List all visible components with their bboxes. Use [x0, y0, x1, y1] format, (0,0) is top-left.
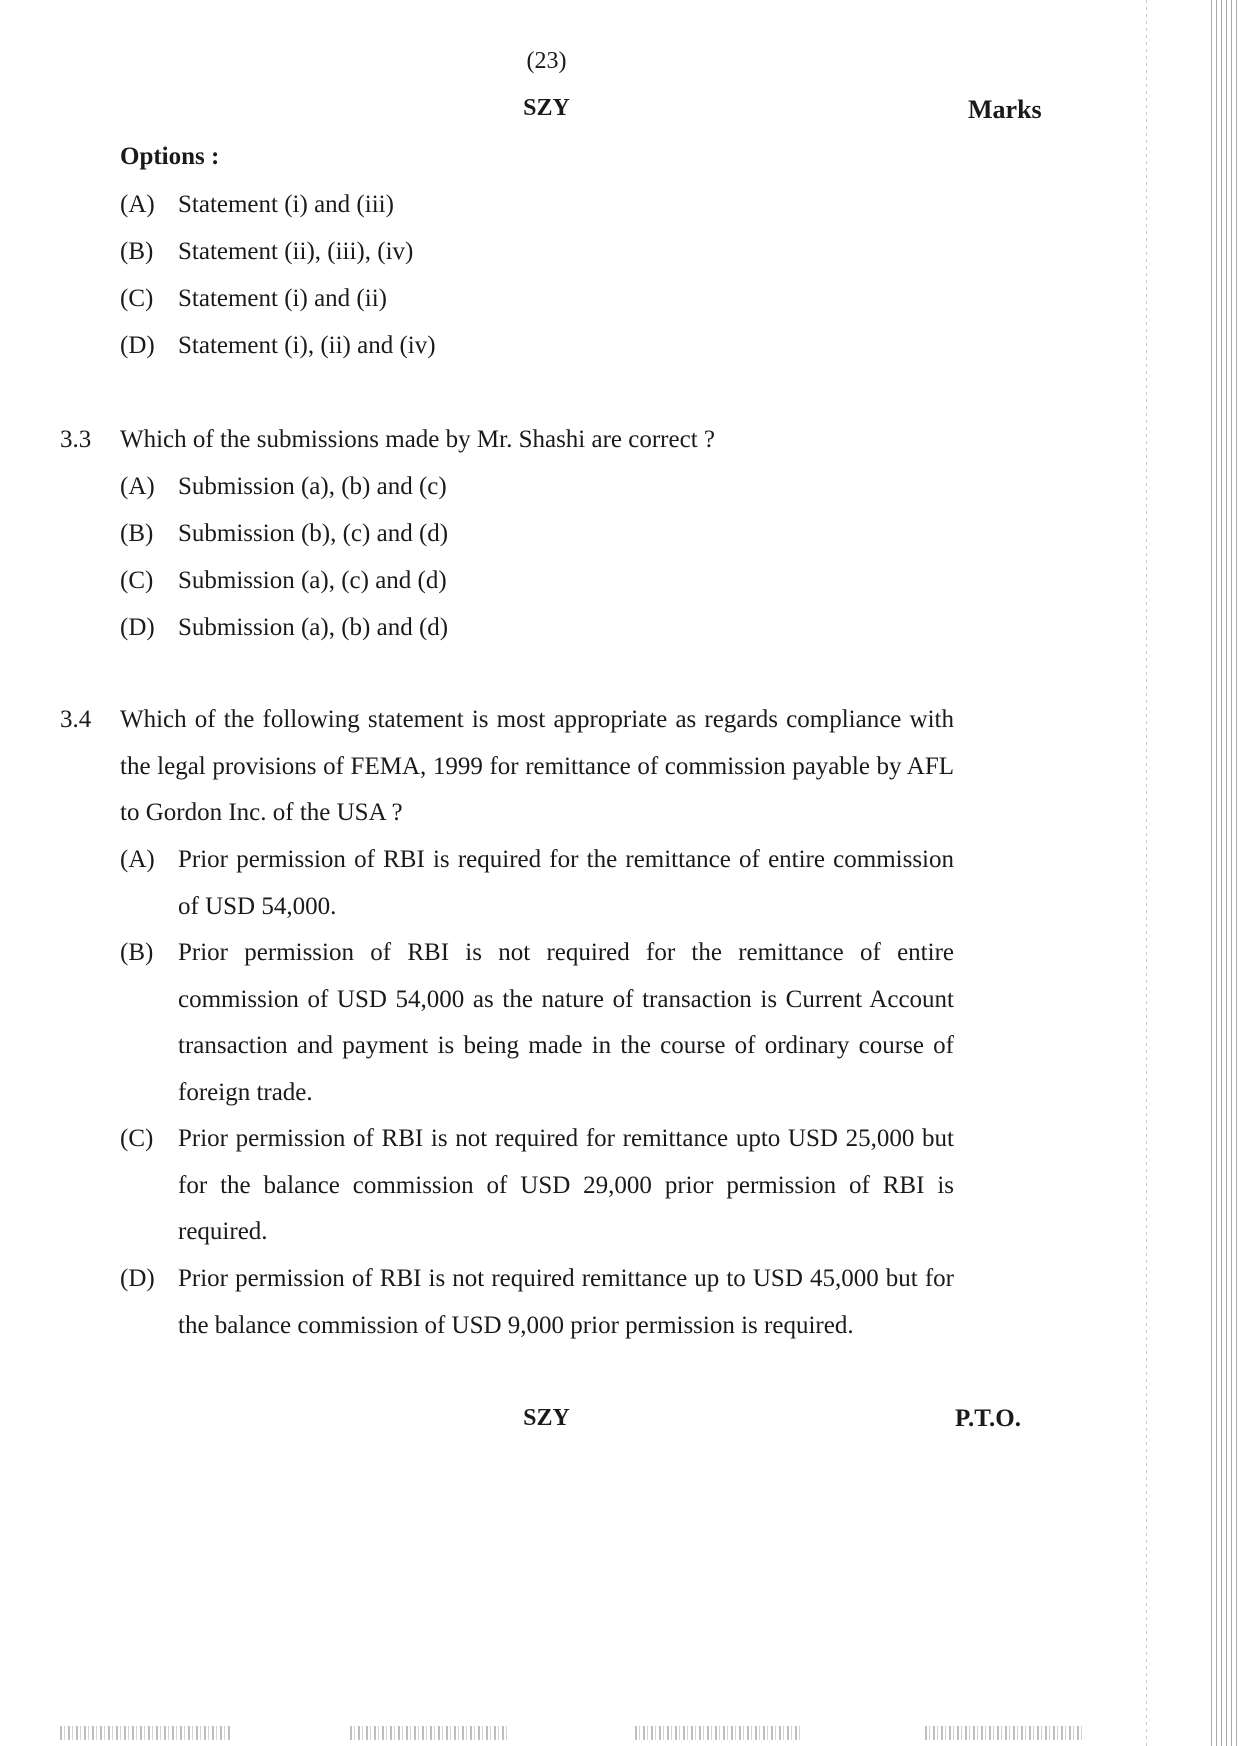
option-text: Prior permission of RBI is required for the remittance of entire commission of USD 54,000. — [178, 846, 954, 920]
option-letter: (D) — [120, 614, 155, 641]
question-number: 3.4 — [60, 706, 92, 733]
scan-smudge — [925, 1726, 1085, 1740]
option-letter: (D) — [120, 1265, 155, 1292]
question-number: 3.3 — [60, 426, 92, 453]
options-title: Options : — [120, 143, 220, 170]
option-text: Statement (i), (ii) and (iv) — [178, 332, 436, 359]
header-paper-code: SZY — [523, 95, 570, 121]
option-letter: (C) — [120, 567, 154, 594]
page-number: (23) — [526, 48, 567, 74]
pto-label: P.T.O. — [955, 1405, 1021, 1432]
option-letter: (C) — [120, 285, 154, 312]
question-text: Which of the submissions made by Mr. Shashi are correct ? — [120, 426, 715, 453]
option-text: Submission (a), (b) and (c) — [178, 473, 447, 500]
option-letter: (B) — [120, 939, 154, 966]
option-text: Statement (ii), (iii), (iv) — [178, 238, 414, 265]
option-letter: (A) — [120, 846, 155, 873]
option-text: Prior permission of RBI is not required for remittance upto USD 25,000 but for the balance commission of USD 29,000 prior permission of RBI is required. — [178, 1125, 954, 1245]
scan-smudge — [350, 1726, 510, 1740]
option-letter: (D) — [120, 332, 155, 359]
option-text: Statement (i) and (ii) — [178, 285, 387, 312]
option-text: Statement (i) and (iii) — [178, 191, 394, 218]
option-text: Submission (a), (b) and (d) — [178, 614, 449, 641]
question-text: Which of the following statement is most appropriate as regards compliance with the legal provisions of FEMA, 1999 for remittance of commission payable by AFL to Gordon Inc. of the USA ? — [120, 706, 954, 826]
scan-smudge — [635, 1726, 800, 1740]
scan-smudge — [60, 1726, 230, 1740]
scan-edge-strip — [1209, 0, 1239, 1746]
marks-label: Marks — [968, 95, 1042, 124]
option-text: Submission (a), (c) and (d) — [178, 567, 447, 594]
scan-margin-line — [1146, 0, 1147, 1746]
option-letter: (A) — [120, 473, 155, 500]
option-letter: (A) — [120, 191, 155, 218]
footer-paper-code: SZY — [523, 1405, 570, 1431]
option-letter: (B) — [120, 520, 154, 547]
option-text: Submission (b), (c) and (d) — [178, 520, 449, 547]
option-text: Prior permission of RBI is not required for the remittance of entire commission of USD 54,000 as the nature of transaction is Current Account transaction and payment is being made in the course of ordinary course of foreign trade. — [178, 939, 954, 1106]
option-letter: (C) — [120, 1125, 154, 1152]
option-letter: (B) — [120, 238, 154, 265]
option-text: Prior permission of RBI is not required remittance up to USD 45,000 but for the balance commission of USD 9,000 prior permission is required. — [178, 1265, 954, 1339]
